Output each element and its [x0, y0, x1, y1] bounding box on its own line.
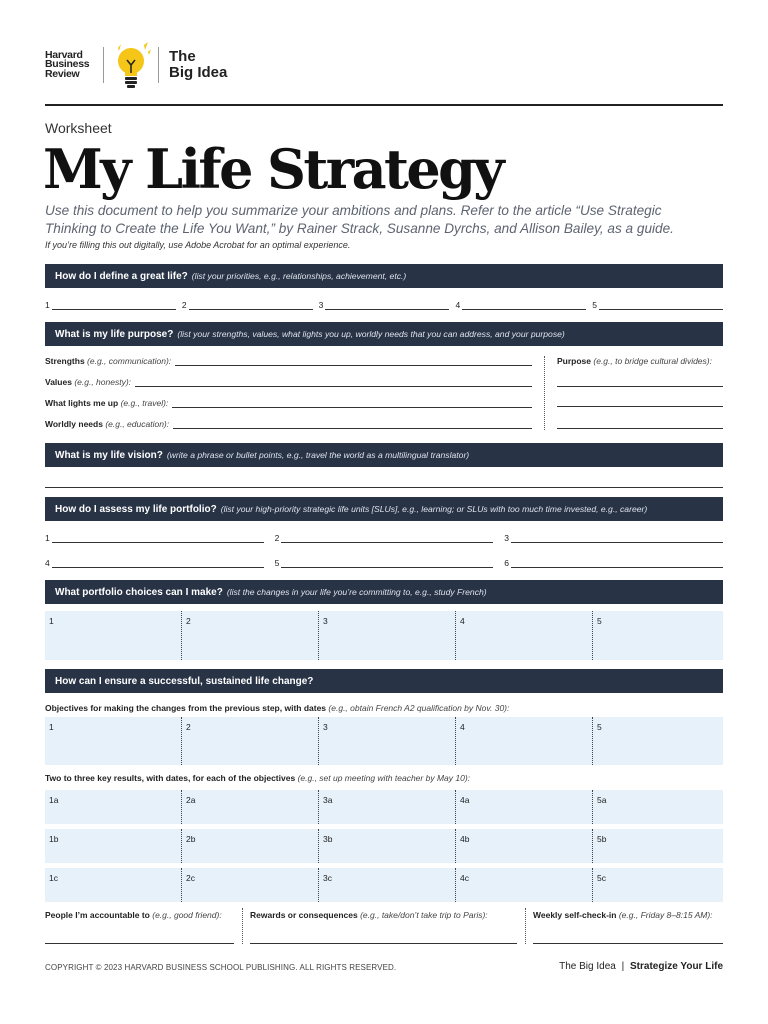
choice-cell[interactable]: 3 — [318, 611, 455, 660]
purpose-divider — [544, 356, 545, 430]
objective-cell[interactable]: 3 — [318, 717, 455, 765]
hbr-logo: Harvard Business Review — [45, 48, 90, 80]
values-field[interactable] — [135, 377, 532, 387]
slu-field[interactable]: 6 — [504, 558, 723, 568]
choice-cell[interactable]: 4 — [455, 611, 592, 660]
great-life-priorities-row — [45, 300, 723, 310]
choice-cell[interactable]: 1 — [45, 611, 181, 660]
purpose-field-line[interactable] — [557, 419, 723, 429]
portfolio-row-1 — [45, 533, 723, 543]
choice-cell[interactable]: 5 — [592, 611, 723, 660]
brand-divider — [158, 47, 159, 83]
page-title: My Life Strategy — [43, 137, 503, 201]
accountability-divider — [525, 908, 526, 944]
lights-row: What lights me up (e.g., travel): — [45, 398, 532, 408]
priority-field[interactable]: 5 — [592, 300, 723, 310]
key-result-cell[interactable]: 5b — [592, 829, 723, 863]
accountable-field[interactable] — [45, 934, 234, 944]
checkin-field[interactable] — [533, 934, 723, 944]
section-header-life-vision: What is my life vision? (write a phrase or bullet points, e.g., travel the world as a multilingual translator) — [45, 443, 723, 467]
accountable-label: People I’m accountable to (e.g., good friend): — [45, 910, 222, 920]
objective-cell[interactable]: 1 — [45, 717, 181, 765]
worldly-needs-row: Worldly needs (e.g., education): — [45, 419, 532, 429]
key-results-label: Two to three key results, with dates, for each of the objectives (e.g., set up meeting with teacher by May 10): — [45, 773, 471, 783]
lightbulb-icon — [112, 40, 152, 90]
strengths-field[interactable] — [175, 356, 532, 366]
key-result-cell[interactable]: 2b — [181, 829, 318, 863]
rewards-label: Rewards or consequences (e.g., take/don’t take trip to Paris): — [250, 910, 488, 920]
key-results-row-a — [45, 790, 723, 824]
key-result-cell[interactable]: 2c — [181, 868, 318, 902]
lights-field[interactable] — [172, 398, 532, 408]
header-rule — [45, 104, 723, 106]
key-result-cell[interactable]: 5c — [592, 868, 723, 902]
section-header-portfolio-choices: What portfolio choices can I make? (list the changes in your life you’re committing to, e.g., study French) — [45, 580, 723, 604]
key-result-cell[interactable]: 3c — [318, 868, 455, 902]
portfolio-row-2 — [45, 558, 723, 568]
brand-divider — [103, 47, 104, 83]
purpose-field-line[interactable] — [557, 397, 723, 407]
checkin-label: Weekly self-check-in (e.g., Friday 8–8:15 AM): — [533, 910, 713, 920]
section-header-life-purpose: What is my life purpose? (list your strengths, values, what lights you up, worldly needs that you can address, and your purpose) — [45, 322, 723, 346]
objectives-label: Objectives for making the changes from the previous step, with dates (e.g., obtain French A2 qualification by Nov. 30): — [45, 703, 510, 713]
key-result-cell[interactable]: 4c — [455, 868, 592, 902]
key-result-cell[interactable]: 2a — [181, 790, 318, 824]
key-result-cell[interactable]: 3b — [318, 829, 455, 863]
section-header-sustained-change: How can I ensure a successful, sustained life change? — [45, 669, 723, 693]
objective-cell[interactable]: 2 — [181, 717, 318, 765]
objectives-grid — [45, 717, 723, 765]
key-result-cell[interactable]: 5a — [592, 790, 723, 824]
purpose-field-line[interactable] — [557, 377, 723, 387]
objective-cell[interactable]: 5 — [592, 717, 723, 765]
slu-field[interactable]: 3 — [504, 533, 723, 543]
accountability-divider — [242, 908, 243, 944]
key-results-row-b — [45, 829, 723, 863]
worldly-needs-field[interactable] — [173, 419, 532, 429]
key-result-cell[interactable]: 1b — [45, 829, 181, 863]
brand-header — [45, 40, 227, 90]
choices-grid — [45, 611, 723, 660]
priority-field[interactable]: 3 — [319, 300, 450, 310]
priority-field[interactable]: 1 — [45, 300, 176, 310]
series-logo: The Big Idea — [169, 48, 228, 81]
section-header-great-life: How do I define a great life? (list your priorities, e.g., relationships, achievement, etc.) — [45, 264, 723, 288]
rewards-field[interactable] — [250, 934, 517, 944]
strengths-row: Strengths (e.g., communication): — [45, 356, 532, 366]
slu-field[interactable]: 4 — [45, 558, 264, 568]
footer-series: The Big Idea | Strategize Your Life — [559, 961, 723, 972]
worksheet-kicker: Worksheet — [45, 120, 112, 136]
key-result-cell[interactable]: 1c — [45, 868, 181, 902]
section-header-life-portfolio: How do I assess my life portfolio? (list your high-priority strategic life units [SLUs], e.g., learning; or SLUs with too much time invested, e.g., career) — [45, 497, 723, 521]
intro-text: Use this document to help you summarize your ambitions and plans. Refer to the article “Use Strategic Thinking to Create the Life You Want,” by Rainer Strack, Susanne Dyrchs, and Allison Bailey, as a guide. — [45, 203, 674, 236]
priority-field[interactable]: 4 — [455, 300, 586, 310]
key-result-cell[interactable]: 4b — [455, 829, 592, 863]
purpose-label-row: Purpose (e.g., to bridge cultural divides): — [557, 356, 712, 366]
vision-field[interactable] — [45, 478, 723, 488]
key-result-cell[interactable]: 3a — [318, 790, 455, 824]
priority-field[interactable]: 2 — [182, 300, 313, 310]
choice-cell[interactable]: 2 — [181, 611, 318, 660]
acrobat-note: If you’re filling this out digitally, use Adobe Acrobat for an optimal experience. — [45, 240, 351, 250]
key-result-cell[interactable]: 1a — [45, 790, 181, 824]
objective-cell[interactable]: 4 — [455, 717, 592, 765]
values-row: Values (e.g., honesty): — [45, 377, 532, 387]
key-results-row-c — [45, 868, 723, 902]
slu-field[interactable]: 2 — [275, 533, 494, 543]
slu-field[interactable]: 1 — [45, 533, 264, 543]
key-result-cell[interactable]: 4a — [455, 790, 592, 824]
slu-field[interactable]: 5 — [275, 558, 494, 568]
copyright-text: COPYRIGHT © 2023 HARVARD BUSINESS SCHOOL PUBLISHING. ALL RIGHTS RESERVED. — [45, 963, 397, 972]
